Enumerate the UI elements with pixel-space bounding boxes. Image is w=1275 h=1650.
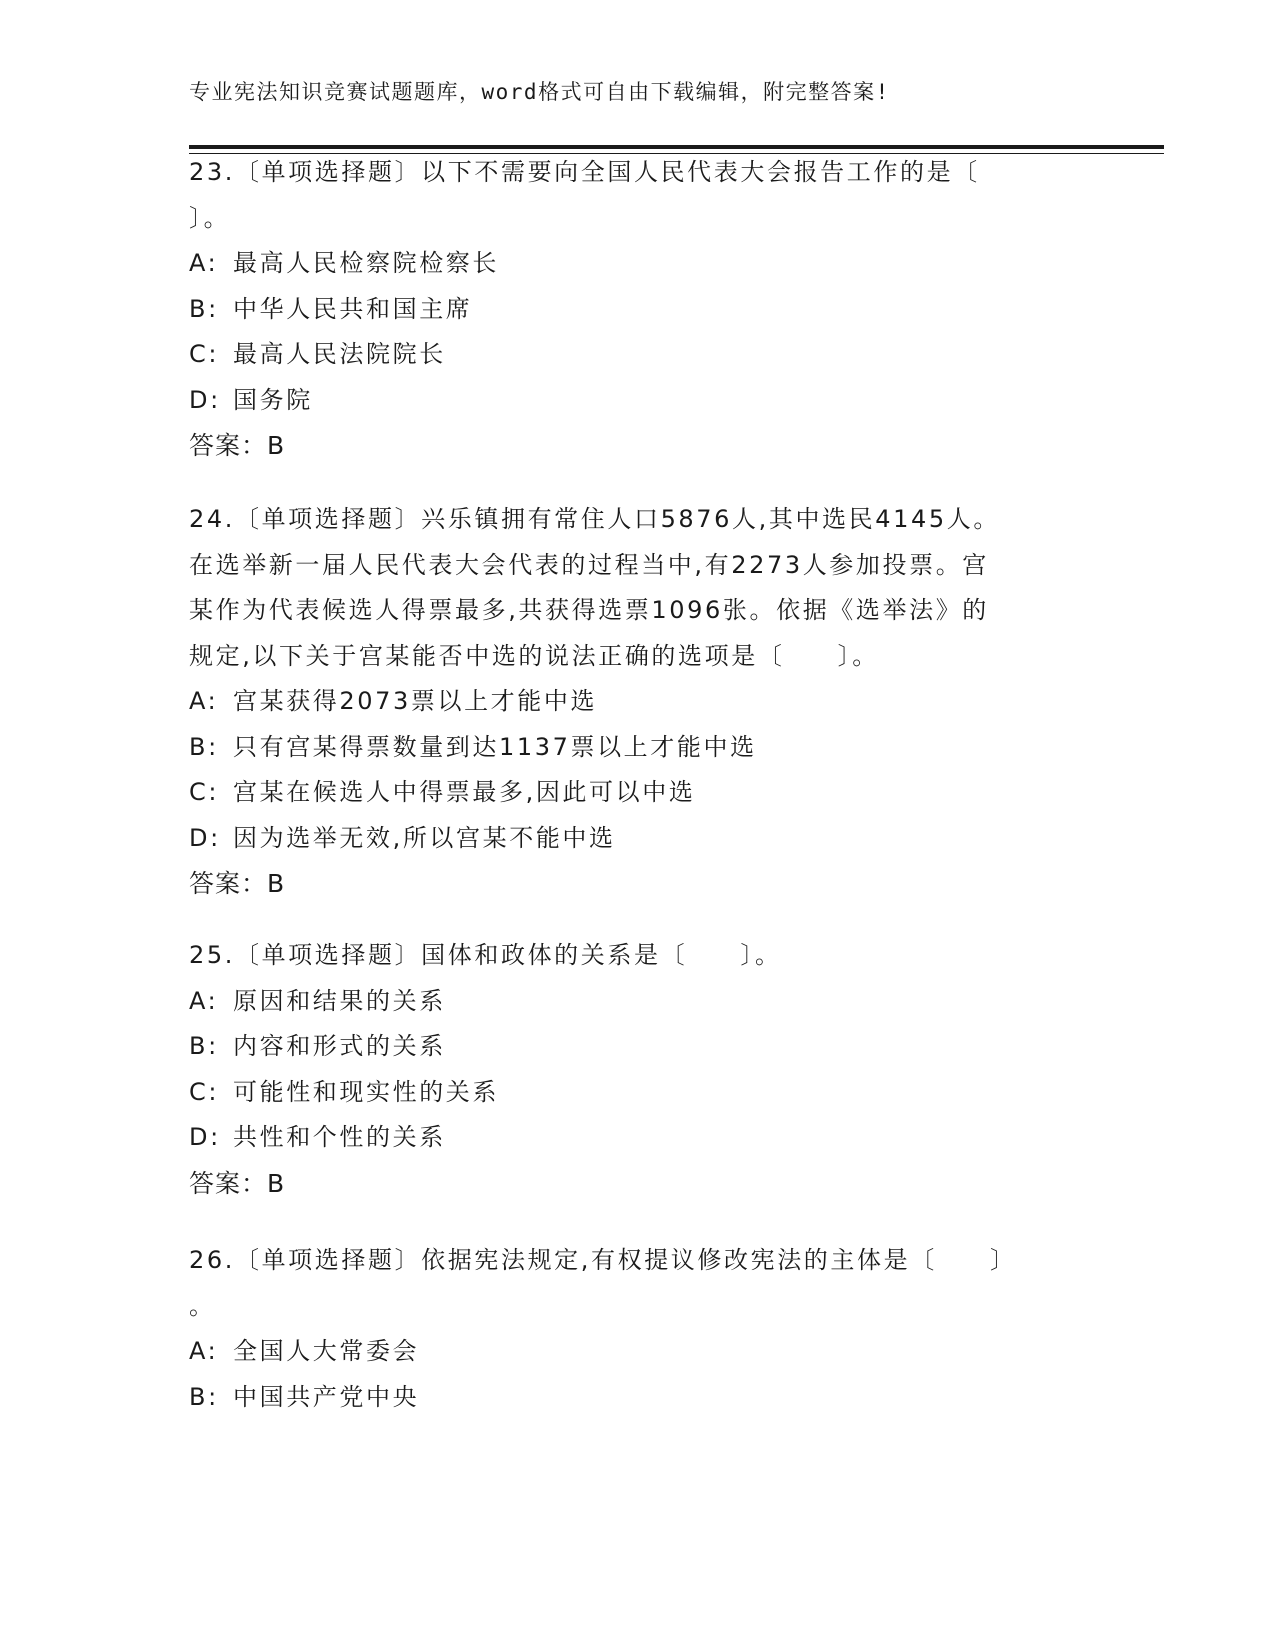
option-letter: A: [189, 687, 219, 715]
option-text: 可能性和现实性的关系 [233, 1077, 499, 1106]
answer-line: 答案：B [189, 1168, 286, 1198]
question-stem: 26.〔单项选择题〕依据宪法规定,有权提议修改宪法的主体是〔 〕 。 [189, 1246, 1017, 1320]
option-text: 共性和个性的关系 [233, 1123, 446, 1151]
question-23 [189, 150, 1089, 469]
option-a [189, 241, 1089, 287]
answer-line: 答案：B [189, 869, 286, 898]
question-26 [189, 1238, 1089, 1420]
option-a [189, 679, 1089, 725]
option-d [189, 816, 1089, 862]
option-b [189, 287, 1089, 333]
option-letter: B: [189, 732, 219, 761]
option-letter: C: [189, 340, 220, 368]
page-header: 专业宪法知识竞赛试题题库，word格式可自由下载编辑，附完整答案! [189, 80, 890, 104]
option-text: 因为选举无效,所以宫某不能中选 [233, 823, 616, 852]
option-c [189, 332, 1089, 378]
question-24 [189, 497, 1089, 907]
option-letter: C: [189, 1077, 220, 1106]
option-text: 宫某在候选人中得票最多,因此可以中选 [233, 778, 696, 806]
answer-line: 答案：B [189, 431, 286, 460]
option-letter: B: [189, 294, 219, 323]
option-a [189, 979, 1089, 1025]
question-25 [189, 933, 1089, 1206]
option-letter: D: [189, 385, 221, 414]
option-letter: D: [189, 823, 221, 852]
option-text: 只有宫某得票数量到达1137票以上才能中选 [233, 732, 757, 761]
option-text: 全国人大常委会 [233, 1337, 420, 1365]
option-b [189, 1375, 1089, 1421]
option-text: 国务院 [233, 385, 313, 414]
option-d [189, 378, 1089, 424]
option-text: 内容和形式的关系 [233, 1032, 446, 1060]
question-stem: 23.〔单项选择题〕以下不需要向全国人民代表大会报告工作的是〔 〕。 [189, 158, 980, 232]
option-letter: D: [189, 1123, 221, 1151]
option-text: 宫某获得2073票以上才能中选 [233, 687, 598, 715]
option-letter: B: [189, 1032, 219, 1060]
header-rule-thick [189, 145, 1164, 149]
option-b [189, 725, 1089, 771]
option-c [189, 770, 1089, 816]
option-d [189, 1115, 1089, 1161]
option-c [189, 1070, 1089, 1116]
option-letter: C: [189, 778, 220, 806]
option-text: 最高人民法院院长 [233, 340, 446, 368]
question-stem: 24.〔单项选择题〕兴乐镇拥有常住人口5876人,其中选民4145人。 在选举新一届人民代表大会代表的过程当中,有2273人参加投票。宫 某作为代表候选人得票最多,共获得选票1096张。依据《选举法》的 规定,以下关于宫某能否中选的说法正确的选项是〔 〕。 [189, 505, 1000, 670]
option-letter: A: [189, 249, 219, 277]
option-letter: B: [189, 1382, 219, 1411]
option-b [189, 1024, 1089, 1070]
question-stem: 25.〔单项选择题〕国体和政体的关系是〔 〕。 [189, 941, 782, 969]
option-text: 最高人民检察院检察长 [233, 249, 499, 277]
option-text: 原因和结果的关系 [233, 986, 446, 1015]
option-text: 中国共产党中央 [233, 1382, 420, 1411]
option-letter: A: [189, 986, 219, 1015]
option-letter: A: [189, 1337, 219, 1365]
option-text: 中华人民共和国主席 [233, 294, 473, 323]
option-a [189, 1329, 1089, 1375]
